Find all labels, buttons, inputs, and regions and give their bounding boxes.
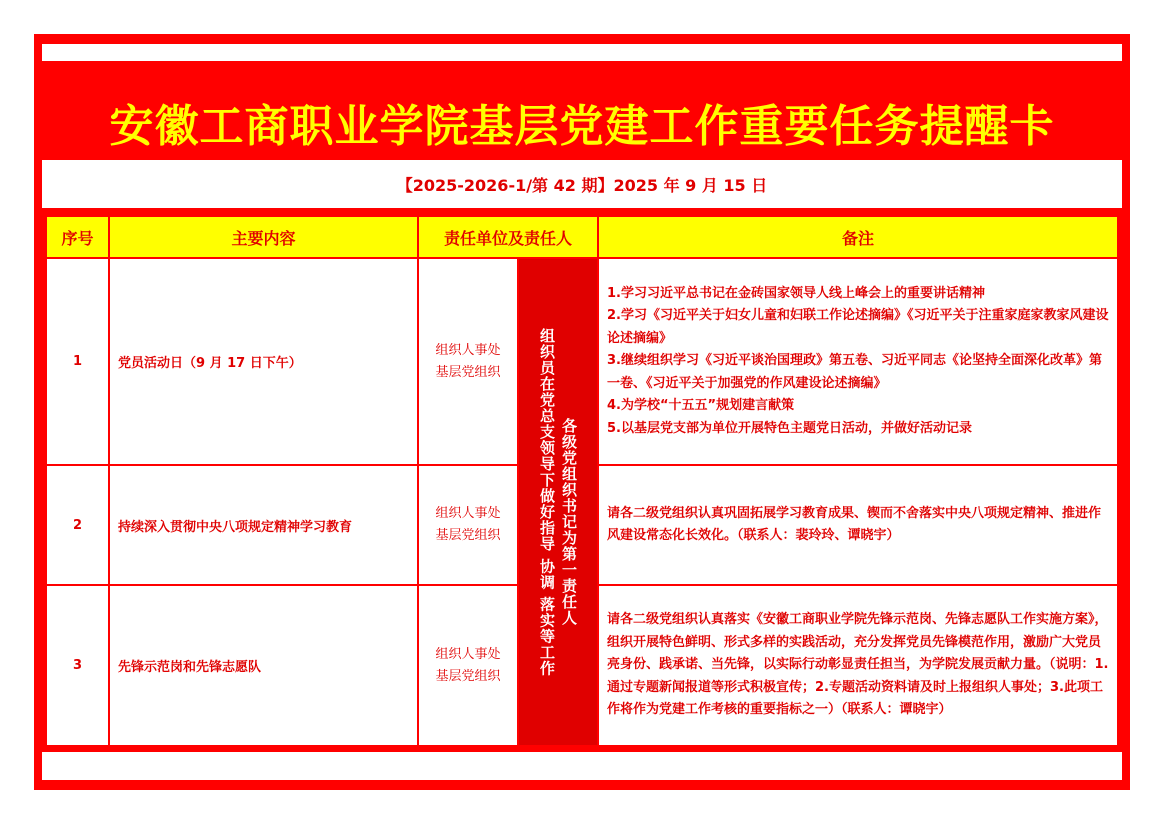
row-3-index: 3	[47, 586, 108, 745]
row-2-unit-2: 基层党组织	[435, 528, 501, 543]
row-1-index: 1	[47, 259, 108, 464]
header-index: 序号	[47, 217, 108, 257]
row-3-note-1: 请各二级党组织认真落实《安徽工商职业学院先锋示范岗、先锋志愿队工作实施方案》，组织开展特色鲜明、形式多样的实践活动，充分发挥党员先锋模范作用，激励广大党员亮身份、践承诺、当先锋，以实际行动彰显责任担当，为学院发展贡献力量。（说明：1.通过专题新闻报道等形式积极宣传；2.专题活动资料请及时上报组织人事处；3.此项工作将作为党建工作考核的重要指标之一）（联系人：谭晓宇）	[607, 612, 1109, 718]
row-3-unit-2: 基层党组织	[435, 668, 501, 684]
row-1-unit-1: 组织人事处	[435, 342, 501, 358]
issue-line: 【2025-2026-1/第 42 期】2025 年 9 月 15 日	[42, 160, 1122, 208]
row-1-note-4: 4.为学校“十五五”规划建言献策	[607, 398, 795, 414]
header-content: 主要内容	[110, 217, 417, 257]
header-responsible: 责任单位及责任人	[419, 217, 597, 257]
general-branch-text: 组织员在党总支领导下做好指导 协调 落实等工作	[538, 327, 556, 677]
row-1-unit	[419, 259, 517, 464]
bottom-white-band	[42, 752, 1122, 780]
row-3-notes	[599, 586, 1117, 745]
responsible-vertical-column	[519, 259, 597, 745]
row-2-unit-1: 组织人事处	[435, 506, 501, 521]
task-table	[46, 216, 1118, 746]
header-notes: 备注	[599, 217, 1117, 257]
row-2-content: 持续深入贯彻中央八项规定精神学习教育	[110, 466, 417, 584]
row-1-note-5: 5.以基层党支部为单位开展特色主题党日活动，并做好活动记录	[607, 420, 972, 436]
row-1-note-3: 3.继续组织学习《习近平谈治国理政》第五卷、习近平同志《论坚持全面深化改革》第一卷、《习近平关于加强党的作风建设论述摘编》	[607, 353, 1102, 391]
row-3-content: 先锋示范岗和先锋志愿队	[110, 586, 417, 745]
row-1-content: 党员活动日（9 月 17 日下午）	[110, 259, 417, 464]
row-1-unit-2: 基层党组织	[435, 364, 501, 380]
reminder-card	[34, 34, 1130, 790]
row-2-note-1: 请各二级党组织认真巩固拓展学习教育成果、锲而不舍落实中央八项规定精神、推进作风建设常态化长效化。（联系人：裴玲玲、谭晓宇）	[607, 505, 1102, 543]
row-2-unit	[419, 466, 517, 584]
top-white-band	[42, 44, 1122, 61]
first-responsible-text: 各级党组织书记为第一责任人	[560, 418, 578, 626]
row-3-unit-1: 组织人事处	[435, 646, 501, 662]
card-title: 安徽工商职业学院基层党建工作重要任务提醒卡	[109, 101, 1055, 152]
row-1-notes	[599, 259, 1117, 464]
row-1-note-2: 2.学习《习近平关于妇女儿童和妇联工作论述摘编》《习近平关于注重家庭家教家风建设论述摘编》	[607, 308, 1109, 346]
row-1-note-1: 1.学习习近平总书记在金砖国家领导人线上峰会上的重要讲话精神	[607, 285, 985, 301]
row-2-notes	[599, 466, 1117, 584]
row-3-unit	[419, 586, 517, 745]
row-2-index: 2	[47, 466, 108, 584]
